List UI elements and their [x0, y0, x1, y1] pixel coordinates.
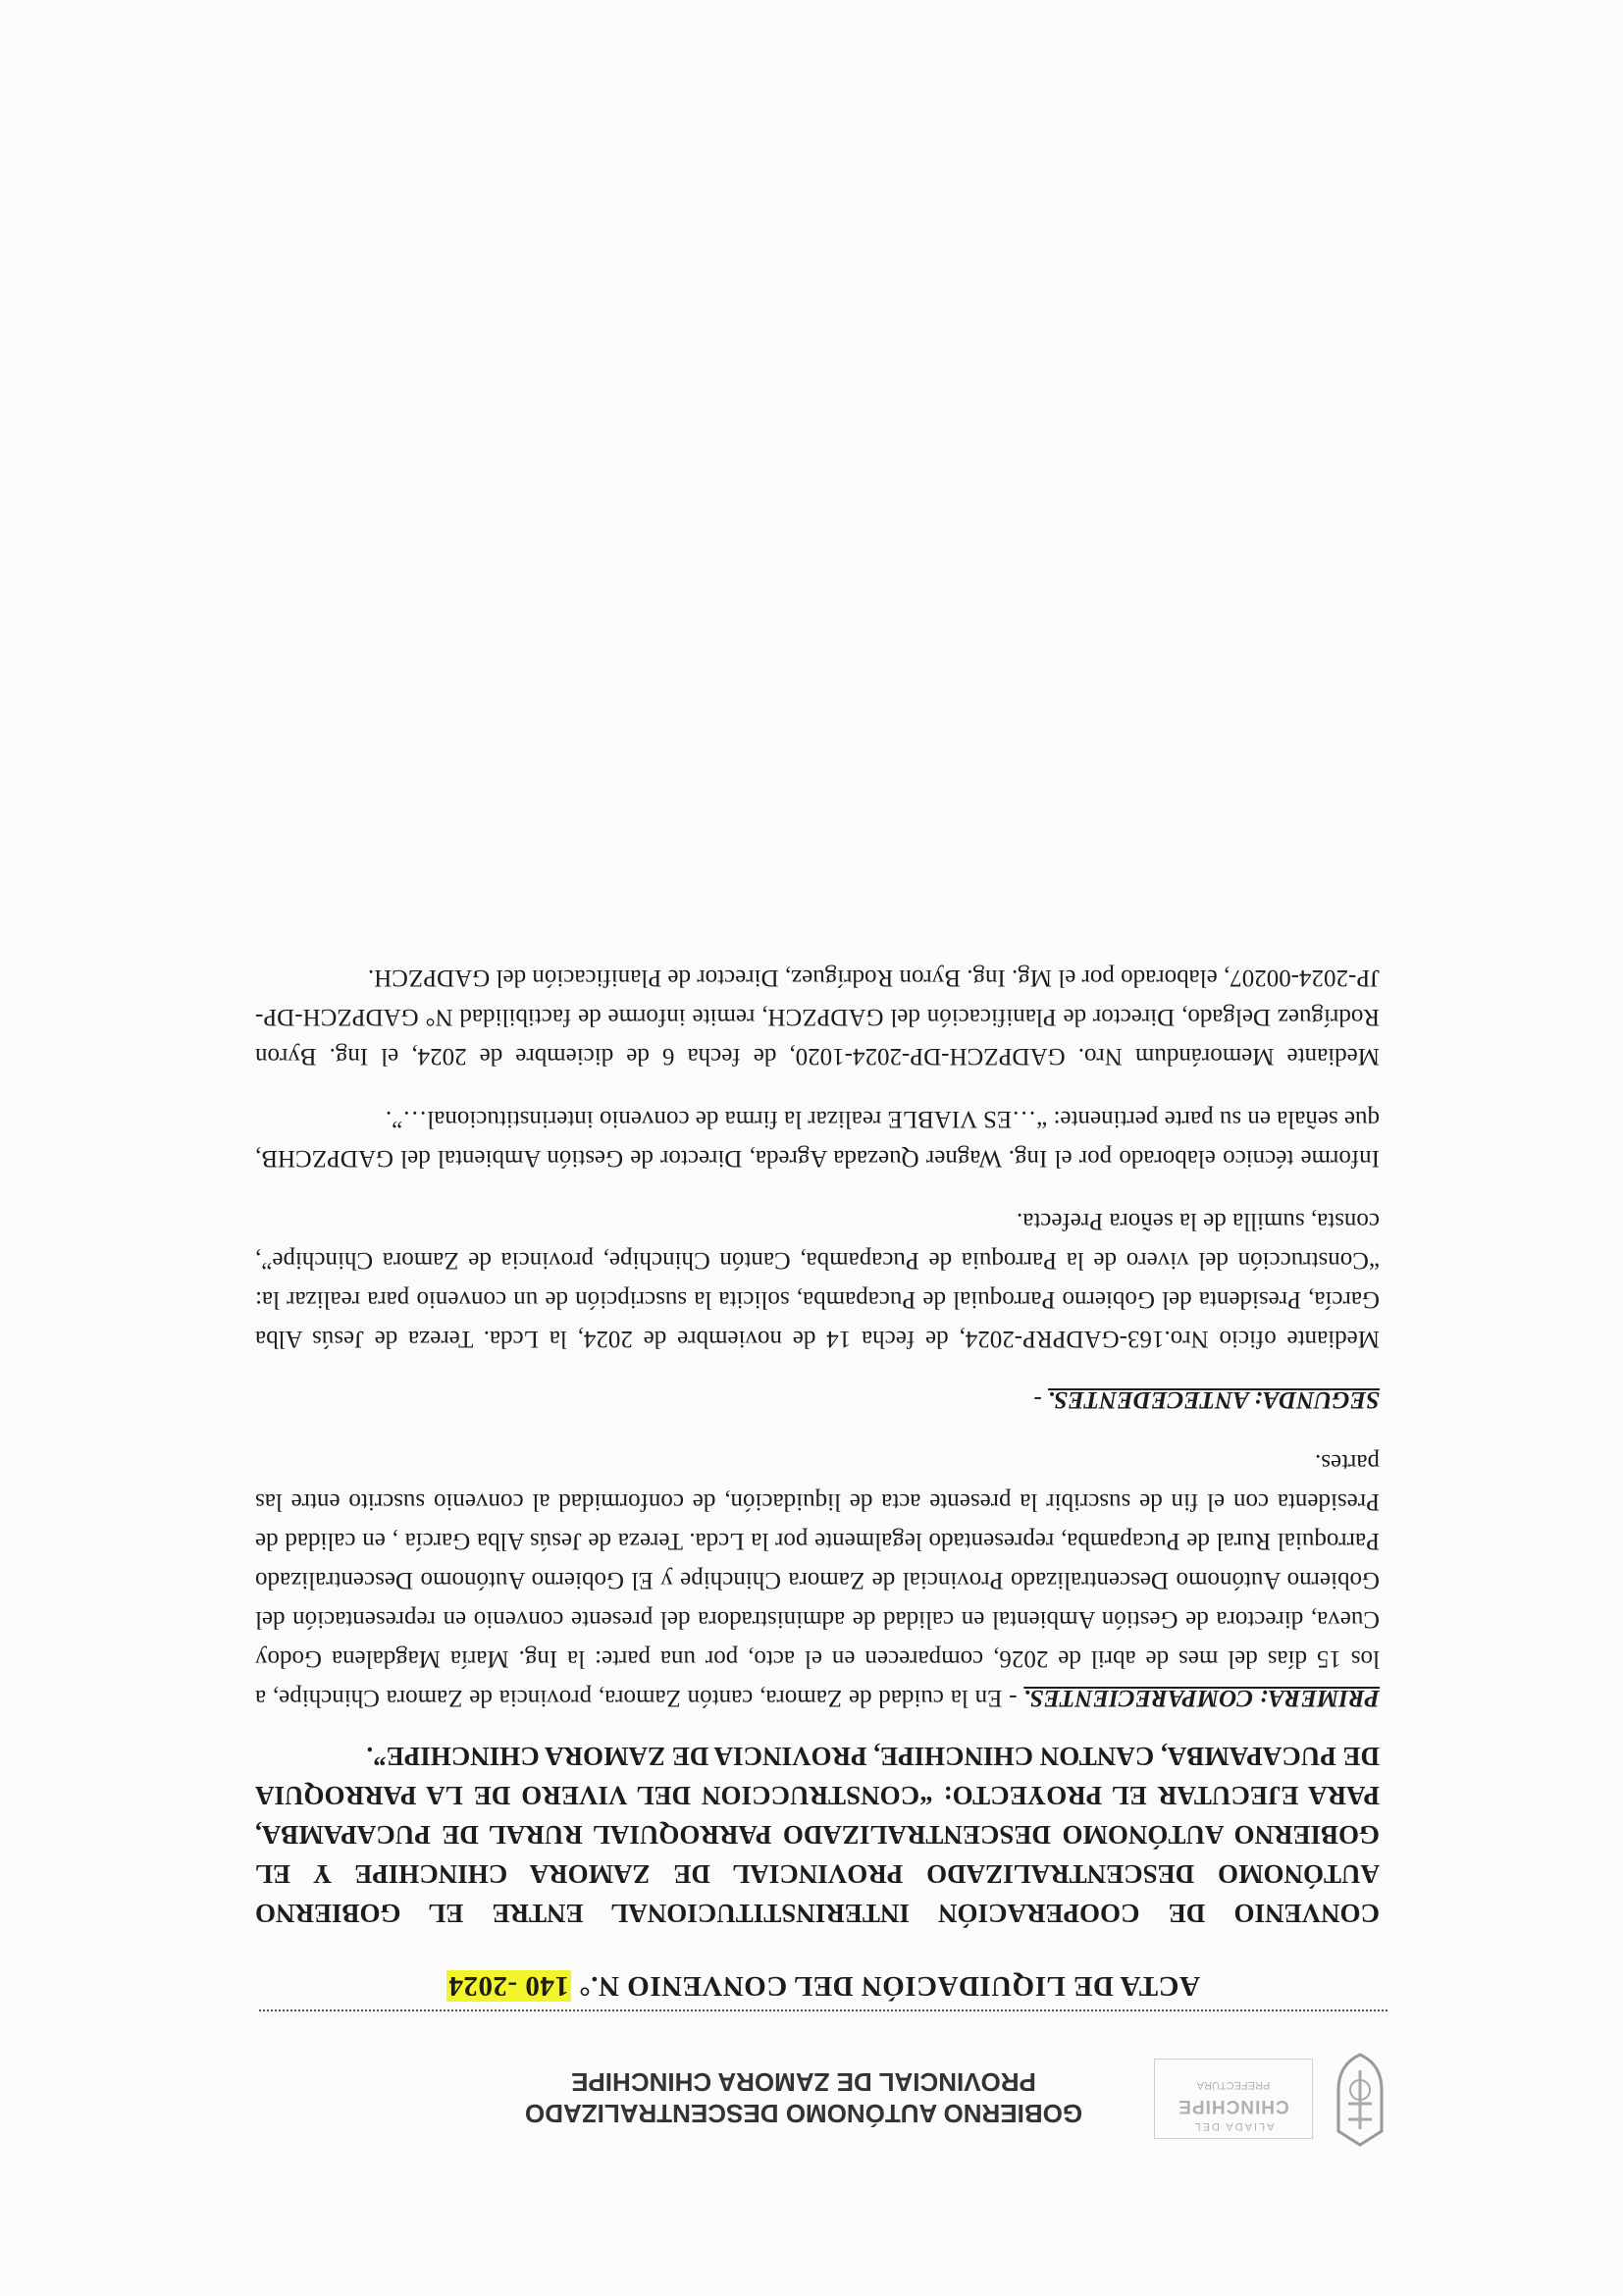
seal-line-1: ALIADA DEL [1192, 2120, 1275, 2132]
acta-title-prefix: ACTA DE LIQUIDACIÓN DEL CONVENIO N.° [578, 1970, 1200, 2002]
convenio-title: CONVENIO DE COOPERACIÓN INTERINSTITUCIONAL ENTRE EL GOBIERNO AUTÓNOMO DESCENTRALIZADO PROVINCIAL DE ZAMORA CHINCHIPE Y EL GOBIERNO AUTÓNOMO DESCENTRALIZADO PARROQUIAL RURAL DE PUCAPAMBA, PARA EJECUTAR EL PROYECTO: “CONSTRUCCION DEL VIVERO DE LA PARROQUIA DE PUCAPAMBA, CANTON CHINCHIPE, PROVINCIA DE ZAMORA CHINCHIPE”. [255, 1742, 1380, 1928]
prefecture-seal [1154, 2059, 1313, 2139]
letterhead [230, 2031, 1387, 2149]
section-segunda-heading: SEGUNDA: ANTECEDENTES. [1047, 1386, 1380, 1413]
section-primera-text: - En la cuidad de Zamora, cantón Zamora, provincia de Zamora Chinchipe, a los 15 días del mes de abril de 2026, comparecen en el acto, por una parte: la Ing. María Magdalena Godoy Cueva, directora de Gestión Ambiental en calidad de administradora del presente convenio en representación del Gobierno Autónomo Descentralizado Provincial de Zamora Chinchipe y El Gobierno Autónomo Descentralizado Parroquial Rural de Pucapamba, representado legalmente por la Lcda. Tereza de Jesús Alba García , en calidad de Presidenta con el fin de suscribir la presente acta de liquidación, de conformidad al convenio suscrito entre las partes. [254, 1449, 1380, 1711]
section-primera-heading: PRIMERA: COMPARECIENTES. [1023, 1685, 1380, 1711]
seal-line-2: CHINCHIPE [1178, 2096, 1289, 2116]
antecedente-paragraph: Mediante Memorándum Nro. GADPZCH-DP-2024-1020, de fecha 6 de diciembre de 2024, el Ing. Byron Rodríguez Delgado, Director de Planificación del GADPZCH, remite informe de factibilidad N° GADPZCH-DP-JP-2024-00207, elaborado por el Mg. Ing. Byron Rodríguez, Director de Planificación del GADPZCH. [255, 965, 1380, 1070]
acta-title [259, 1969, 1387, 2002]
provincial-crest-icon [1333, 2051, 1387, 2149]
section-segunda-title [255, 1380, 1380, 1419]
section-primera [255, 1442, 1380, 1717]
acta-number: 140 -2024 [448, 1970, 569, 2002]
section-segunda-suffix: - [1033, 1386, 1048, 1413]
header-divider [259, 2009, 1387, 2011]
antecedente-paragraph: Informe técnico elaborado por el Ing. Wagner Quezada Agreda, Director de Gestión Ambiental del GADPZCHB, que señala en su parte pertinente: “…ES VIABLE realizar la firma de convenio interinstitucional…”. [255, 1106, 1380, 1172]
document-body [255, 934, 1380, 1933]
organization-name: GOBIERNO AUTÓNOMO DESCENTRALIZADO PROVINCIAL DE ZAMORA CHINCHIPE [524, 2067, 1083, 2128]
antecedente-paragraph: Mediante oficio Nro.163-GADPRP-2024, de fecha 14 de noviembre de 2024, la Lcda. Tereza de Jesús Alba García, Presidenta del Gobierno Parroquial de Pucapamba, solicita la suscripción de un convenio para realizar la: “Construcción del vivero de la Parroquia de Pucapamba, Cantón Chinchipe, provincia de Zamora Chinchipe”, consta, sumilla de la señora Prefecta. [255, 1208, 1380, 1352]
seal-line-3: PREFECTURA [1196, 2079, 1271, 2091]
